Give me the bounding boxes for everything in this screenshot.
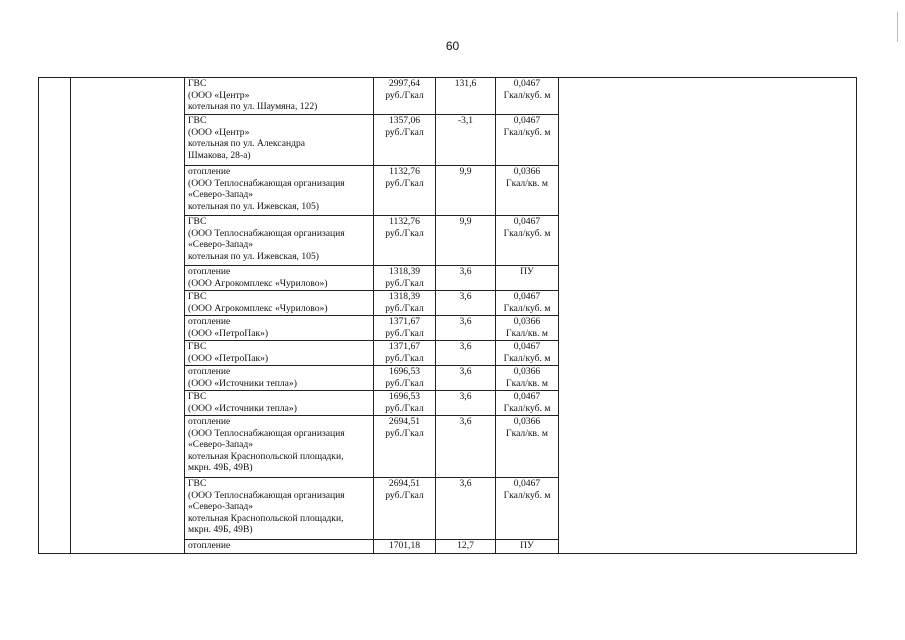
service-description-line: мкрн. 49Б, 49В) bbox=[188, 524, 253, 535]
tariff-value-line: руб./Гкал bbox=[385, 177, 424, 189]
service-description-line: (ООО «Центр» bbox=[188, 126, 250, 138]
consumption-norm bbox=[496, 416, 559, 478]
consumption-norm-line: Гкал/куб. м bbox=[503, 489, 551, 501]
service-description-line: ГВС bbox=[188, 115, 207, 126]
consumption-norm bbox=[496, 341, 559, 366]
service-description-line: отопление bbox=[188, 416, 231, 427]
growth-percent: 9,9 bbox=[436, 216, 496, 266]
service-description-line: котельная по ул. Шаумяна, 122) bbox=[188, 101, 318, 112]
tariff-value-line: руб./Гкал bbox=[385, 277, 424, 289]
service-description-line: (ООО Теплоснабжающая организация bbox=[188, 227, 345, 239]
tariff-value bbox=[374, 166, 436, 216]
consumption-norm bbox=[496, 78, 559, 115]
service-description-line: отопление bbox=[188, 540, 231, 551]
growth-percent: 3,6 bbox=[436, 391, 496, 416]
tariff-value bbox=[374, 316, 436, 341]
consumption-norm-line: Гкал/куб. м bbox=[503, 89, 551, 101]
consumption-norm bbox=[496, 391, 559, 416]
tariff-value bbox=[374, 540, 436, 554]
merged-column-7 bbox=[559, 78, 857, 554]
consumption-norm bbox=[496, 540, 559, 554]
service-description-line: (ООО «ПетроПак») bbox=[188, 327, 269, 339]
tariff-value bbox=[374, 291, 436, 316]
page-number: 60 bbox=[445, 39, 460, 53]
consumption-norm bbox=[496, 291, 559, 316]
consumption-norm-line: Гкал/кв. м bbox=[506, 427, 548, 439]
consumption-norm-line: 0,0366 bbox=[513, 366, 541, 377]
service-description-line: ГВС bbox=[188, 291, 207, 302]
growth-percent: 131,6 bbox=[436, 78, 496, 115]
service-description bbox=[185, 115, 374, 166]
service-description-line: (ООО Теплоснабжающая организация bbox=[188, 177, 345, 189]
tariff-value-line: 1318,39 bbox=[388, 266, 421, 277]
service-description-line: отопление bbox=[188, 366, 231, 377]
consumption-norm-line: 0,0467 bbox=[513, 341, 541, 352]
service-description-line: (ООО «Источники тепла») bbox=[188, 402, 297, 414]
service-description bbox=[185, 478, 374, 540]
consumption-norm bbox=[496, 478, 559, 540]
growth-percent: 3,6 bbox=[436, 341, 496, 366]
service-description-line: ГВС bbox=[188, 78, 207, 89]
consumption-norm-line: 0,0467 bbox=[513, 78, 541, 89]
tariff-value-line: руб./Гкал bbox=[385, 227, 424, 239]
service-description bbox=[185, 540, 374, 554]
consumption-norm bbox=[496, 266, 559, 291]
tariff-value bbox=[374, 266, 436, 291]
tariff-value-line: 2694,51 bbox=[388, 416, 421, 427]
consumption-norm bbox=[496, 366, 559, 391]
consumption-norm-line: 0,0467 bbox=[513, 391, 541, 402]
service-description-line: ГВС bbox=[188, 341, 207, 352]
tariff-value-line: руб./Гкал bbox=[385, 327, 424, 339]
merged-column-1 bbox=[39, 78, 71, 554]
consumption-norm-line: 0,0467 bbox=[513, 115, 541, 126]
service-description-line: (ООО «Источники тепла») bbox=[188, 377, 297, 389]
merged-column-2 bbox=[71, 78, 185, 554]
tariff-value-line: 1371,67 bbox=[388, 316, 421, 327]
tariff-value-line: руб./Гкал bbox=[385, 489, 424, 501]
consumption-norm-line: Гкал/куб. м bbox=[503, 302, 551, 314]
growth-percent: 3,6 bbox=[436, 416, 496, 478]
service-description-line: котельная Краснопольской площадки, bbox=[188, 450, 344, 462]
growth-percent: 3,6 bbox=[436, 316, 496, 341]
tariff-value-line: 1701,18 bbox=[388, 540, 421, 551]
service-description bbox=[185, 216, 374, 266]
service-description-line: (ООО Агрокомплекс «Чурилово») bbox=[188, 277, 328, 289]
service-description bbox=[185, 78, 374, 115]
service-description-line: «Северо-Запад» bbox=[188, 189, 254, 200]
consumption-norm-line: 0,0467 bbox=[513, 291, 541, 302]
consumption-norm-line: 0,0366 bbox=[513, 316, 541, 327]
consumption-norm-line: Гкал/куб. м bbox=[503, 126, 551, 138]
service-description-line: «Северо-Запад» bbox=[188, 239, 254, 250]
tariff-value bbox=[374, 115, 436, 166]
service-description-line: мкрн. 49Б, 49В) bbox=[188, 462, 253, 473]
tariff-value-line: руб./Гкал bbox=[385, 427, 424, 439]
tariff-value-line: руб./Гкал bbox=[385, 377, 424, 389]
service-description-line: (ООО Агрокомплекс «Чурилово») bbox=[188, 302, 328, 314]
tariff-value-line: руб./Гкал bbox=[385, 302, 424, 314]
tariff-value bbox=[374, 478, 436, 540]
service-description bbox=[185, 341, 374, 366]
service-description-line: Шмакова, 28-а) bbox=[188, 149, 251, 161]
consumption-norm-line: Гкал/кв. м bbox=[506, 177, 548, 189]
tariff-value bbox=[374, 391, 436, 416]
tariff-value-line: руб./Гкал bbox=[385, 352, 424, 364]
service-description-line: (ООО «ПетроПак») bbox=[188, 352, 269, 364]
service-description bbox=[185, 366, 374, 391]
tariff-value-line: 1696,53 bbox=[388, 366, 421, 377]
consumption-norm-line: 0,0467 bbox=[513, 216, 541, 227]
consumption-norm-line: Гкал/куб. м bbox=[503, 227, 551, 239]
service-description-line: (ООО Теплоснабжающая организация bbox=[188, 489, 345, 501]
consumption-norm-line: Гкал/куб. м bbox=[503, 352, 551, 364]
tariff-value-line: 1132,76 bbox=[389, 216, 420, 227]
table-row bbox=[39, 78, 857, 115]
service-description-line: котельная по ул. Александра bbox=[188, 138, 306, 149]
tariff-value bbox=[374, 216, 436, 266]
consumption-norm-line: 0,0467 bbox=[513, 478, 541, 489]
service-description-line: отопление bbox=[188, 266, 231, 277]
service-description-line: ГВС bbox=[188, 478, 207, 489]
service-description-line: «Северо-Запад» bbox=[188, 439, 254, 450]
growth-percent: 3,6 bbox=[436, 291, 496, 316]
growth-percent: 3,6 bbox=[436, 266, 496, 291]
consumption-norm-line: Гкал/кв. м bbox=[506, 377, 548, 389]
growth-percent: 3,6 bbox=[436, 478, 496, 540]
tariff-value-line: руб./Гкал bbox=[385, 89, 424, 101]
growth-percent: 3,6 bbox=[436, 366, 496, 391]
growth-percent: 12,7 bbox=[436, 540, 496, 554]
service-description bbox=[185, 291, 374, 316]
consumption-norm-line: 0,0366 bbox=[513, 166, 541, 177]
growth-percent: -3,1 bbox=[436, 115, 496, 166]
scan-edge-line bbox=[897, 12, 898, 42]
consumption-norm bbox=[496, 166, 559, 216]
service-description-line: ГВС bbox=[188, 391, 207, 402]
service-description bbox=[185, 391, 374, 416]
service-description-line: котельная по ул. Ижевская, 105) bbox=[188, 200, 319, 212]
service-description bbox=[185, 416, 374, 478]
tariff-value-line: 1132,76 bbox=[389, 166, 420, 177]
service-description-line: ГВС bbox=[188, 216, 207, 227]
tariff-value-line: руб./Гкал bbox=[385, 402, 424, 414]
consumption-norm-line: Гкал/кв. м bbox=[506, 327, 548, 339]
consumption-norm bbox=[496, 216, 559, 266]
tariff-value-line: 2997,64 bbox=[388, 78, 421, 89]
tariff-value bbox=[374, 78, 436, 115]
service-description-line: (ООО Теплоснабжающая организация bbox=[188, 427, 345, 439]
tariff-value-line: 2694,51 bbox=[388, 478, 421, 489]
service-description bbox=[185, 266, 374, 291]
service-description bbox=[185, 166, 374, 216]
consumption-norm-line: Гкал/куб. м bbox=[503, 402, 551, 414]
consumption-norm bbox=[496, 316, 559, 341]
service-description-line: котельная по ул. Ижевская, 105) bbox=[188, 250, 319, 262]
growth-percent: 9,9 bbox=[436, 166, 496, 216]
table-body bbox=[39, 78, 857, 554]
tariff-table bbox=[38, 77, 857, 554]
service-description-line: (ООО «Центр» bbox=[188, 89, 250, 101]
consumption-norm-line: ПУ bbox=[520, 540, 534, 551]
service-description-line: отопление bbox=[188, 316, 231, 327]
tariff-value bbox=[374, 341, 436, 366]
consumption-norm-line: ПУ bbox=[520, 266, 534, 277]
tariff-value-line: 1371,67 bbox=[388, 341, 421, 352]
tariff-value-line: 1357,06 bbox=[388, 115, 421, 126]
tariff-value-line: 1318,39 bbox=[388, 291, 421, 302]
tariff-value bbox=[374, 366, 436, 391]
consumption-norm-line: 0,0366 bbox=[513, 416, 541, 427]
tariff-value-line: руб./Гкал bbox=[385, 126, 424, 138]
service-description-line: отопление bbox=[188, 166, 231, 177]
service-description-line: котельная Краснопольской площадки, bbox=[188, 512, 344, 524]
tariff-value-line: 1696,53 bbox=[388, 391, 421, 402]
consumption-norm bbox=[496, 115, 559, 166]
service-description-line: «Северо-Запад» bbox=[188, 501, 254, 512]
service-description bbox=[185, 316, 374, 341]
tariff-value bbox=[374, 416, 436, 478]
